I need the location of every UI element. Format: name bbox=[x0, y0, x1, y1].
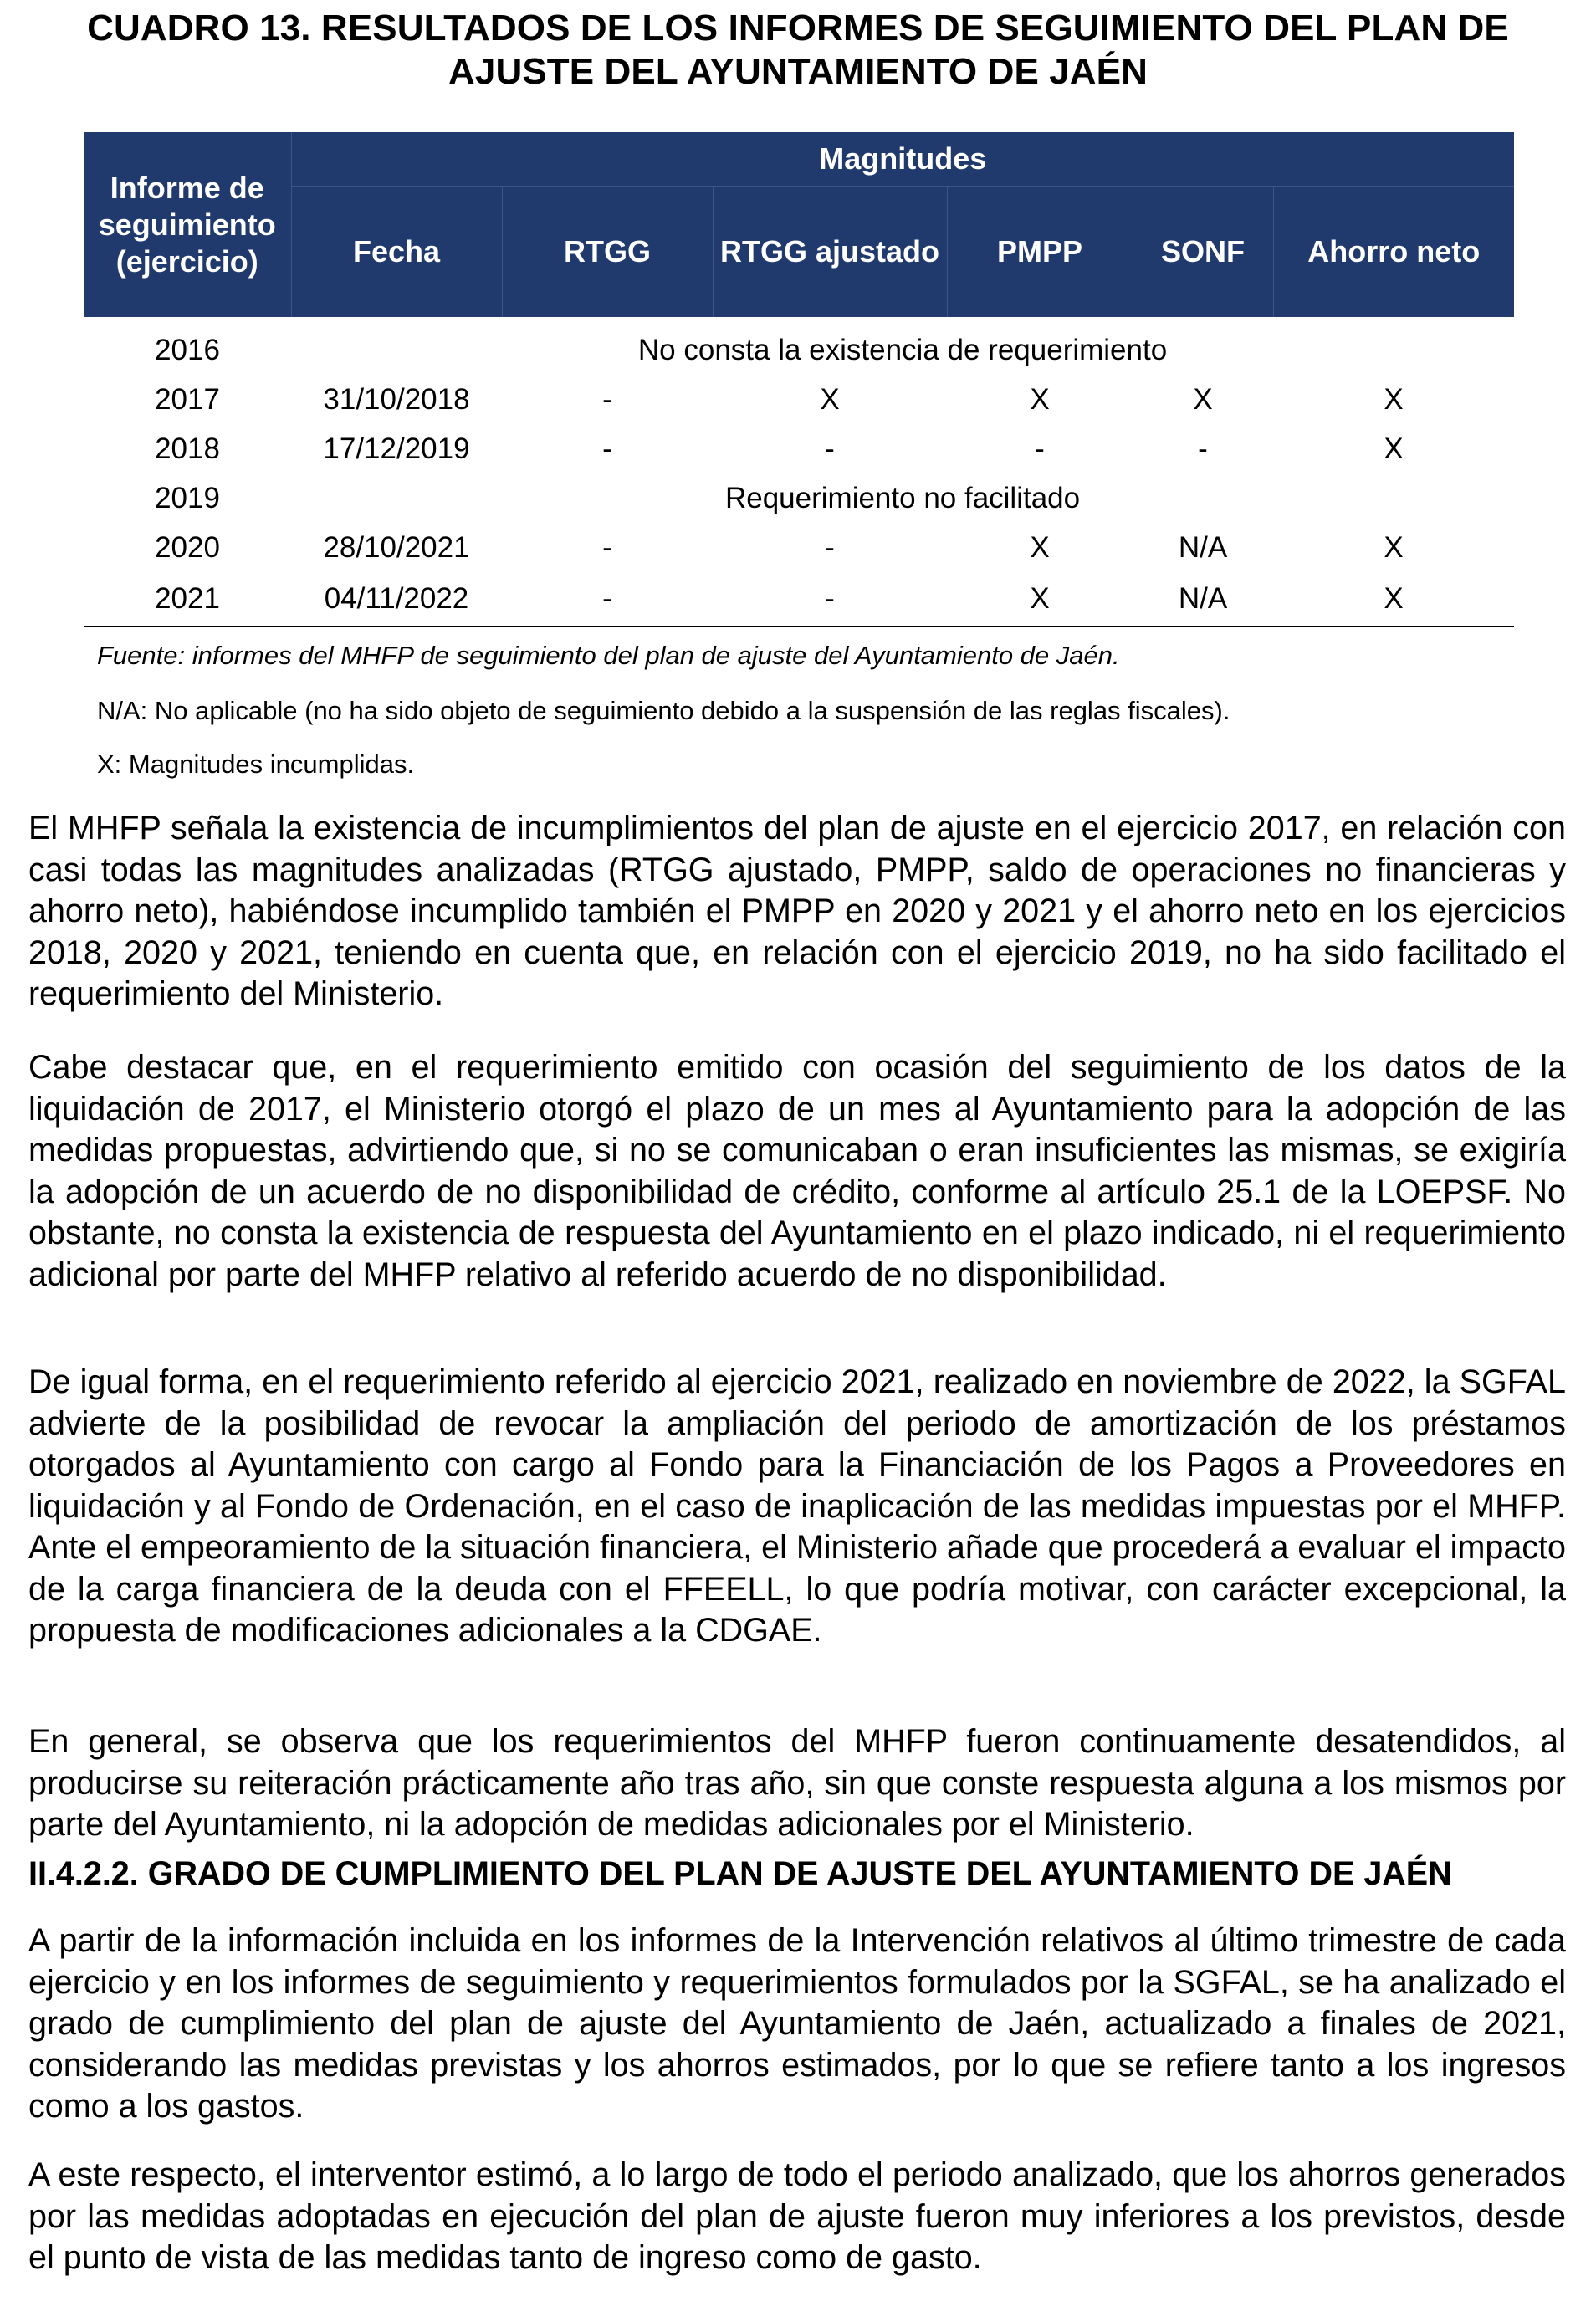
header-magnitudes: Magnitudes bbox=[291, 132, 1514, 187]
paragraph-2: Cabe destacar que, en el requerimiento emitido con ocasión del seguimiento de los datos de la liquidación de 2017, el Ministerio otorgó el plazo de un mes al Ayuntamiento para la adopción de las medidas propuestas, advirtiendo que, si no se comunicaban o eran insuficientes las mismas, se exigiría la adopción de un acuerdo de no disponibilidad de crédito, conforme al artículo 25.1 de la LOEPSF. No obstante, no consta la existencia de respuesta del Ayuntamiento en el plazo indicado, ni el requerimiento adicional por parte del MHFP relativo al referido acuerdo de no disponibilidad. bbox=[28, 1049, 1566, 1293]
cell-rtgg-ajustado: X bbox=[820, 382, 840, 416]
cell-rtgg: - bbox=[502, 572, 713, 627]
cell-rtgg-ajustado: - bbox=[713, 572, 947, 627]
paragraph-5: A partir de la información incluida en los informes de la Intervención relativos al último trimestre de cada ejercicio y en los informes de seguimiento y requerimientos formulados por la SGFAL, se ha analizado el grado de cumplimiento del plan de ajuste del Ayuntamiento de Jaén, actualizado a finales de 2021, considerando las medidas previstas y los ahorros estimados, por lo que se refiere tanto a los ingresos como a los gastos. bbox=[28, 1922, 1566, 2125]
header-sonf: SONF bbox=[1133, 187, 1273, 318]
header-ahorro-neto: Ahorro neto bbox=[1273, 187, 1514, 318]
header-fecha: Fecha bbox=[291, 187, 502, 318]
cell-rtgg-ajustado: - bbox=[825, 530, 835, 564]
table-row bbox=[84, 572, 1514, 627]
header-rtgg: RTGG bbox=[502, 187, 713, 318]
cell-sonf: N/A bbox=[1178, 530, 1228, 564]
table-title-line-1: CUADRO 13. RESULTADOS DE LOS INFORMES DE SEGUIMIENTO DEL PLAN DE bbox=[87, 8, 1509, 49]
cell-fecha: 31/10/2018 bbox=[323, 382, 470, 416]
cell-sonf: X bbox=[1193, 382, 1213, 416]
table-row bbox=[84, 523, 1514, 572]
cell-sonf: - bbox=[1198, 432, 1208, 465]
cell-rtgg: - bbox=[602, 382, 612, 416]
row-year: 2018 bbox=[155, 432, 220, 465]
paragraph-3: De igual forma, en el requerimiento referido al ejercicio 2021, realizado en noviembre de 2022, la SGFAL advierte de la posibilidad de revocar la ampliación del periodo de amortización de los préstamos otorgados al Ayuntamiento con cargo al Fondo para la Financiación de los Pagos a Proveedores en liquidación y al Fondo de Ordenación, en el caso de inaplicación de las medidas impuestas por el MHFP. Ante el empeoramiento de la situación financiera, el Ministerio añade que procederá a evaluar el impacto de la carga financiera de la deuda con el FFEELL, lo que podría motivar, con carácter excepcional, la propuesta de modificaciones adicionales a la CDGAE. bbox=[28, 1363, 1566, 1649]
row-year: 2020 bbox=[155, 530, 220, 564]
row-year: 2016 bbox=[155, 333, 220, 366]
row-note: No consta la existencia de requerimiento bbox=[637, 333, 1168, 366]
row-year: 2019 bbox=[155, 481, 220, 514]
row-year: 2021 bbox=[84, 572, 291, 627]
table-title bbox=[54, 7, 1542, 94]
cell-ahorro-neto: X bbox=[1384, 382, 1404, 416]
cell-rtgg: - bbox=[602, 432, 612, 465]
results-table bbox=[84, 132, 1514, 627]
table-na-note: N/A: No aplicable (no ha sido objeto de seguimiento debido a la suspensión de las reglas fiscales). bbox=[97, 696, 1230, 725]
cell-ahorro-neto: X bbox=[1273, 572, 1514, 627]
table-row bbox=[84, 473, 1514, 523]
row-note: Requerimiento no facilitado bbox=[724, 481, 1081, 514]
header-rtgg-ajustado: RTGG ajustado bbox=[713, 187, 947, 318]
table-x-note: X: Magnitudes incumplidas. bbox=[97, 749, 415, 779]
cell-pmpp: - bbox=[1035, 432, 1045, 465]
cell-sonf: N/A bbox=[1133, 572, 1273, 627]
section-heading: II.4.2.2. GRADO DE CUMPLIMIENTO DEL PLAN DE AJUSTE DEL AYUNTAMIENTO DE JAÉN bbox=[28, 1855, 1452, 1892]
table-title-line-2: AJUSTE DEL AYUNTAMIENTO DE JAÉN bbox=[448, 51, 1148, 92]
row-year: 2017 bbox=[155, 382, 220, 416]
header-pmpp: PMPP bbox=[947, 187, 1133, 318]
cell-rtgg-ajustado: - bbox=[825, 432, 835, 465]
table-row bbox=[84, 317, 1514, 375]
table-source-note: Fuente: informes del MHFP de seguimiento del plan de ajuste del Ayuntamiento de Jaén. bbox=[97, 641, 1120, 670]
paragraph-4: En general, se observa que los requerimientos del MHFP fueron continuamente desatendidos, al producirse su reiteración prácticamente año tras año, sin que conste respuesta alguna a los mismos por parte del Ayuntamiento, ni la adopción de medidas adicionales por el Ministerio. bbox=[28, 1723, 1566, 1843]
cell-fecha: 28/10/2021 bbox=[323, 530, 470, 564]
cell-fecha: 04/11/2022 bbox=[291, 572, 502, 627]
cell-ahorro-neto: X bbox=[1384, 432, 1404, 465]
paragraph-6: A este respecto, el interventor estimó, a lo largo de todo el periodo analizado, que los ahorros generados por las medidas adoptadas en ejecución del plan de ajuste fueron muy inferiores a los previstos, desde el punto de vista de las medidas tanto de ingreso como de gasto. bbox=[28, 2156, 1566, 2276]
header-informe: Informe de seguimiento (ejercicio) bbox=[84, 132, 291, 317]
cell-pmpp: X bbox=[947, 572, 1133, 627]
cell-pmpp: X bbox=[1030, 382, 1050, 416]
cell-fecha: 17/12/2019 bbox=[323, 432, 470, 465]
cell-pmpp: X bbox=[1030, 530, 1050, 564]
table-row bbox=[84, 424, 1514, 473]
cell-ahorro-neto: X bbox=[1384, 530, 1404, 564]
paragraph-1: El MHFP señala la existencia de incumplimientos del plan de ajuste en el ejercicio 2017, en relación con casi todas las magnitudes analizadas (RTGG ajustado, PMPP, saldo de operaciones no financieras y ahorro neto), habiéndose incumplido también el PMPP en 2020 y 2021 y el ahorro neto en los ejercicios 2018, 2020 y 2021, teniendo en cuenta que, en relación con el ejercicio 2019, no ha sido facilitado el requerimiento del Ministerio. bbox=[28, 810, 1566, 1012]
table-row bbox=[84, 375, 1514, 424]
cell-rtgg: - bbox=[602, 530, 612, 564]
